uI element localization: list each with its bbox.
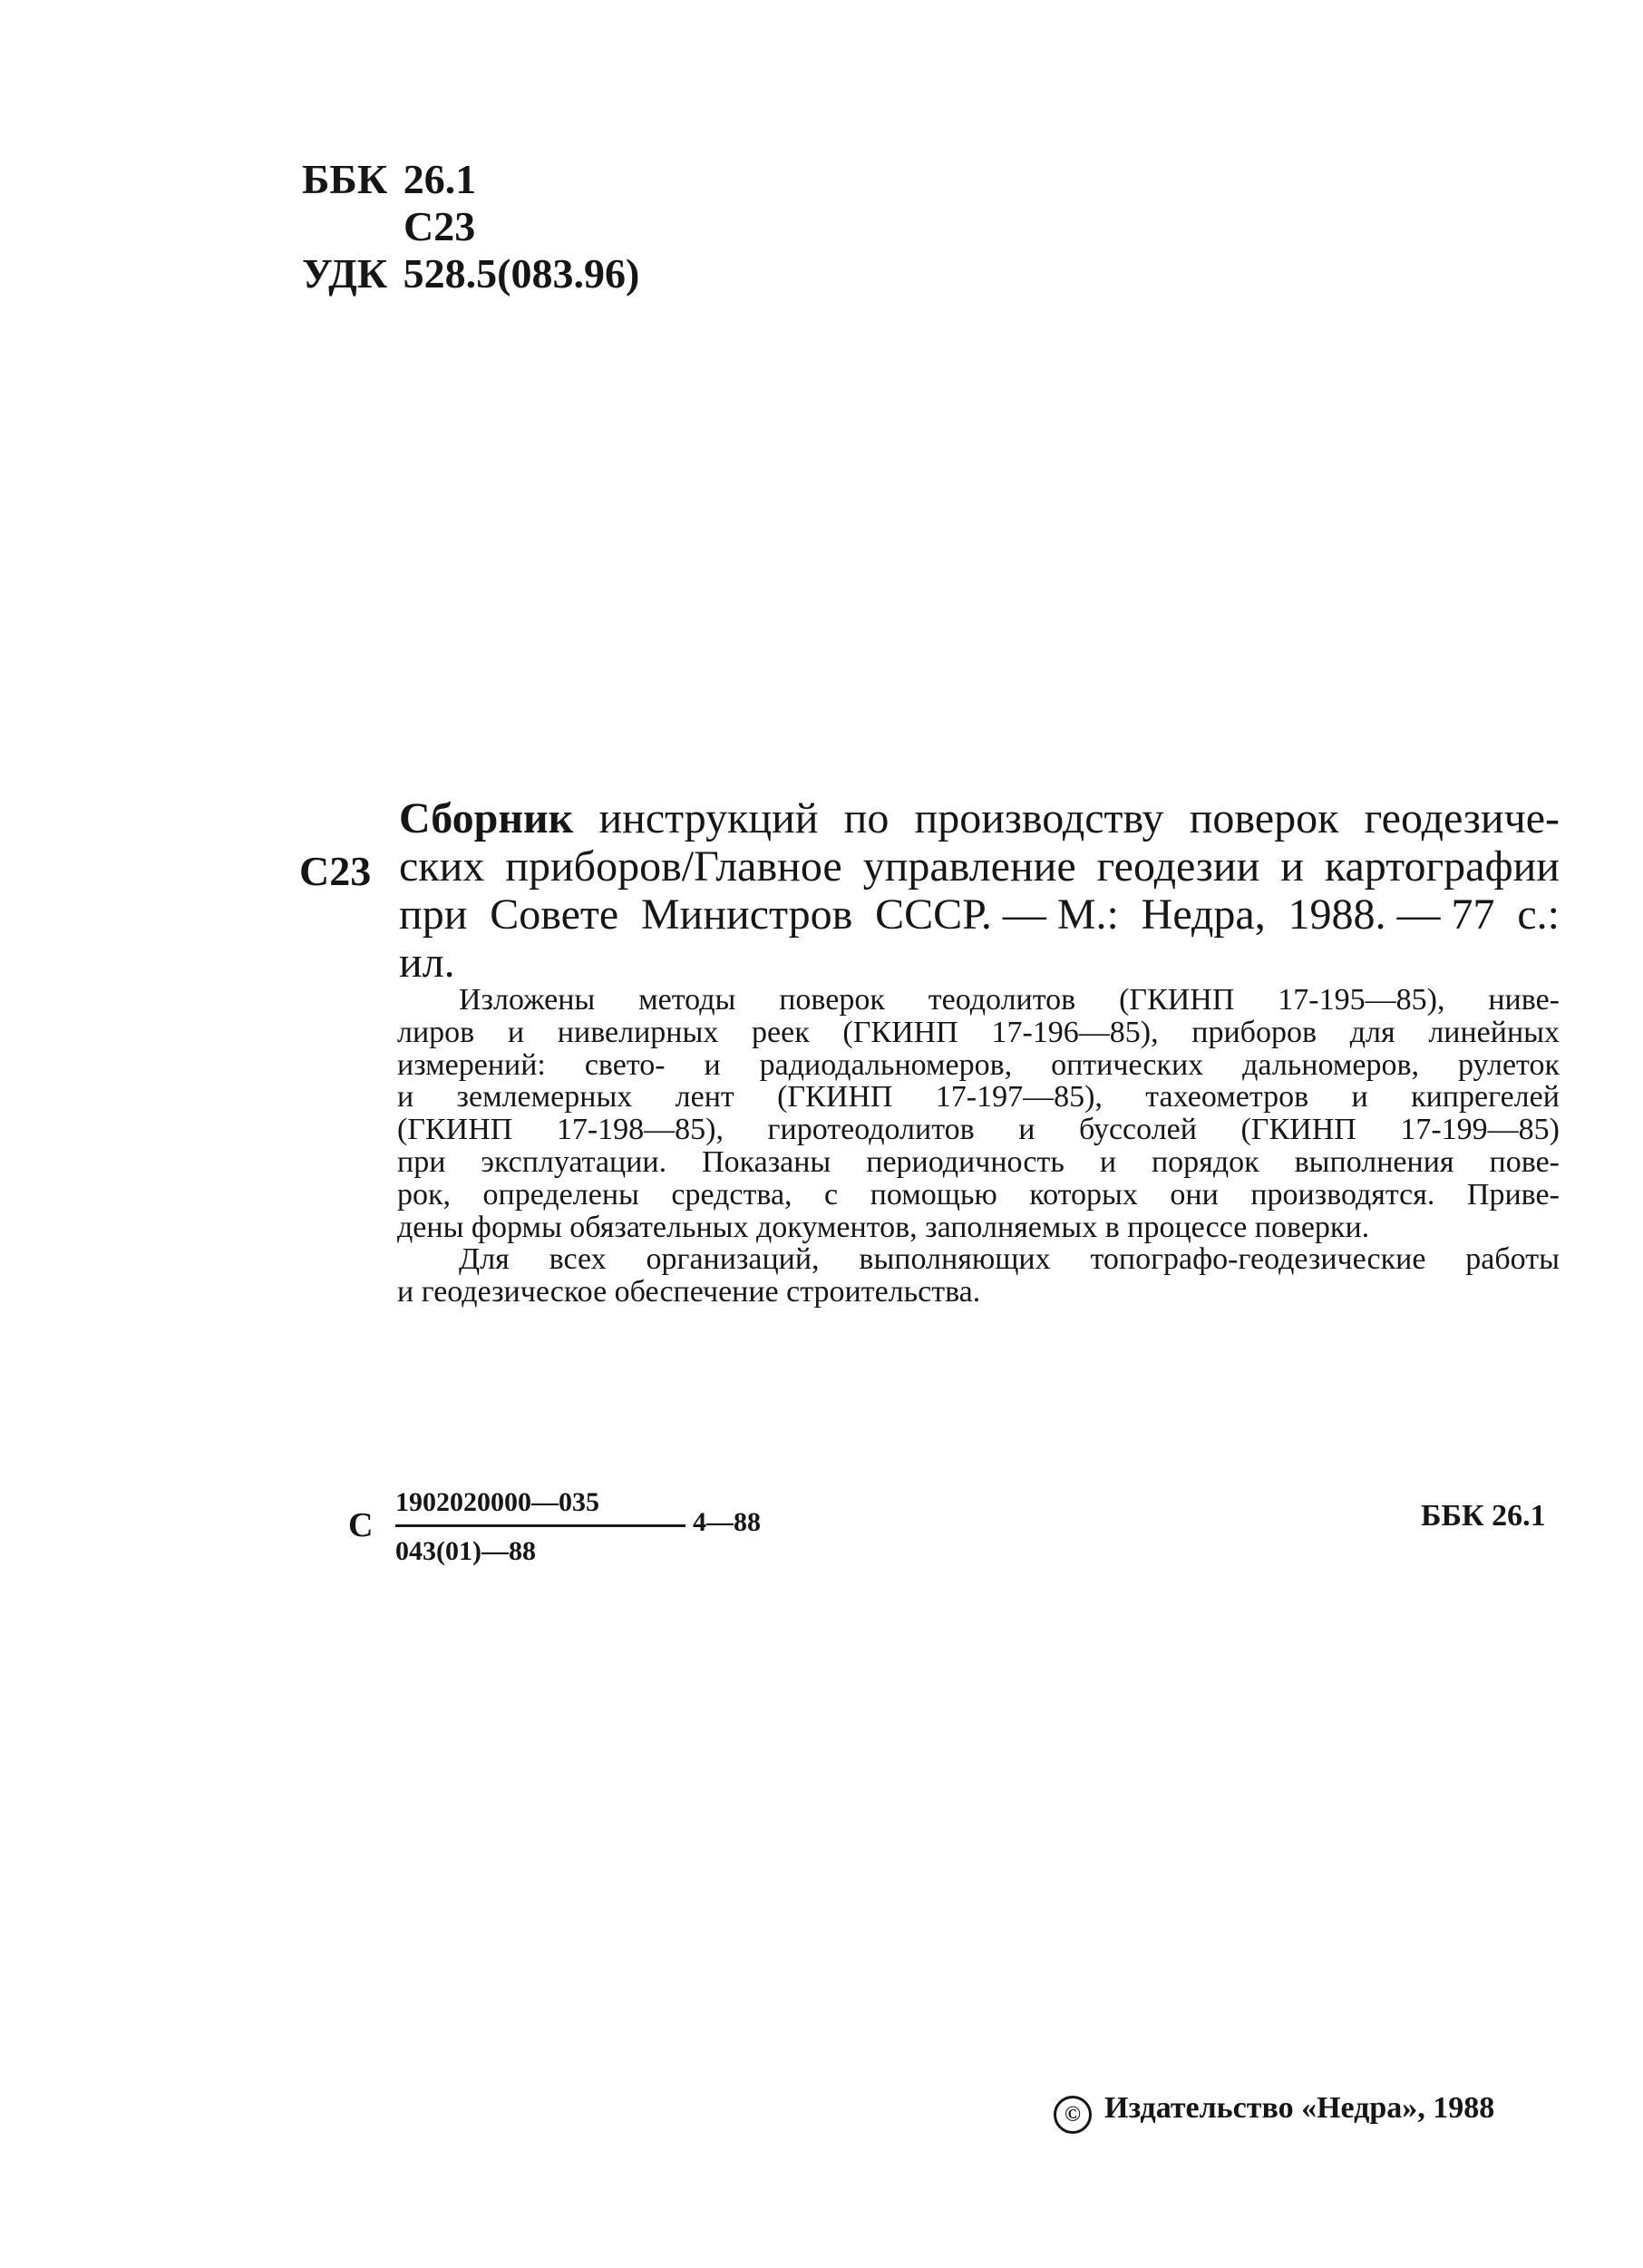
abstract-word: (ГКИНП <box>777 1080 893 1115</box>
copyright-line <box>1054 2091 1494 2134</box>
abstract-word: гиротеодолитов <box>767 1113 975 1147</box>
abstract-word: топографо-геодезические <box>1090 1242 1426 1277</box>
abstract-word: землемерных <box>456 1080 633 1115</box>
card-line <box>399 842 1560 891</box>
card-word: ил. <box>399 939 455 987</box>
abstract-word: 17-196—85), <box>991 1015 1159 1049</box>
abstract-word: рулеток <box>1457 1047 1560 1082</box>
card-word: 1988. — 77 <box>1288 891 1495 939</box>
abstract-line <box>397 1212 1560 1244</box>
card-author-mark: С23 <box>299 848 372 894</box>
card-line <box>399 939 1560 987</box>
abstract-word: и <box>397 1080 414 1115</box>
card-word: с.: <box>1517 891 1560 939</box>
abstract-word: тахеометров <box>1145 1080 1309 1115</box>
abstract-word: свето- <box>584 1047 666 1082</box>
bbk-label: ББК <box>302 156 388 202</box>
abstract-line <box>397 1243 1560 1276</box>
author-mark: С23 <box>403 203 476 249</box>
card-word: Совете <box>490 891 619 939</box>
card-word: картографии <box>1324 842 1560 891</box>
abstract-word: Изложены <box>459 983 596 1017</box>
abstract-word: определены <box>482 1177 639 1212</box>
abstract-line <box>397 1049 1560 1082</box>
abstract-word: Показаны <box>702 1144 831 1179</box>
card-line <box>399 891 1560 939</box>
card-word: СССР. — М.: <box>875 891 1119 939</box>
abstract-word: поверок <box>779 983 885 1017</box>
abstract-word: реек <box>752 1015 810 1049</box>
abstract-word: которых <box>1029 1177 1138 1212</box>
abstract-word: и <box>1018 1113 1035 1147</box>
abstract-line <box>397 984 1560 1017</box>
card-word: Министров <box>640 891 853 939</box>
abstract-line <box>397 1276 1560 1309</box>
abstract-word: они <box>1170 1177 1219 1212</box>
abstract-word: измерений: <box>397 1047 546 1082</box>
abstract-word: для <box>1349 1015 1395 1049</box>
card-word: производству <box>914 794 1164 842</box>
card-word: при <box>399 891 468 939</box>
abstract-word: периодичность <box>866 1144 1065 1179</box>
abstract-word: дальномеров, <box>1242 1047 1419 1082</box>
abstract-word: при <box>397 1144 446 1179</box>
card-line <box>399 794 1560 842</box>
abstract-word: с <box>824 1177 839 1212</box>
abstract-word: всех <box>549 1242 607 1277</box>
abstract-line <box>397 1017 1560 1049</box>
abstract-text: дены формы обязательных документов, заполняемых в процессе поверки. <box>397 1210 1370 1244</box>
abstract-word: лент <box>675 1080 734 1115</box>
fraction-bar <box>395 1524 685 1527</box>
bibliographic-description <box>399 794 1560 987</box>
abstract-word: (ГКИНП <box>1119 983 1235 1017</box>
abstract-word: 17-195—85), <box>1278 983 1445 1017</box>
abstract-word: буссолей <box>1078 1113 1197 1147</box>
abstract-word: ниве- <box>1488 983 1560 1017</box>
index-denominator: 043(01)—88 <box>395 1536 536 1566</box>
abstract-line <box>397 1114 1560 1146</box>
abstract-word: и <box>1099 1144 1117 1179</box>
bbk-line <box>302 156 639 203</box>
udk-label: УДК <box>302 250 388 297</box>
card-word: приборов/Главное <box>505 842 842 891</box>
abstract-word: порядок <box>1151 1144 1259 1179</box>
card-word: и <box>1280 842 1304 891</box>
abstract-word: (ГКИНП <box>1240 1113 1356 1147</box>
abstract-word: (ГКИНП <box>397 1113 513 1147</box>
abstract <box>397 984 1560 1309</box>
card-word: геодезиче- <box>1364 794 1560 842</box>
abstract-word: теодолитов <box>928 983 1076 1017</box>
abstract-word: рок, <box>397 1177 452 1212</box>
abstract-word: лиров <box>397 1015 475 1049</box>
bbk-code-footer: ББК 26.1 <box>1421 1499 1546 1533</box>
abstract-line <box>397 1146 1560 1179</box>
abstract-word: радиодальномеров, <box>759 1047 1013 1082</box>
abstract-word: Для <box>459 1242 510 1277</box>
copyright-text: Издательство «Недра», 1988 <box>1104 2091 1495 2125</box>
bbk-code: 26.1 <box>403 156 477 202</box>
abstract-word: методы <box>638 983 736 1017</box>
abstract-line <box>397 1081 1560 1114</box>
abstract-word: работы <box>1465 1242 1560 1277</box>
abstract-word: помощью <box>870 1177 997 1212</box>
abstract-word: 17-199—85) <box>1400 1113 1560 1147</box>
abstract-word: и <box>1351 1080 1368 1115</box>
abstract-word: выполнения <box>1294 1144 1454 1179</box>
abstract-word: средства, <box>671 1177 792 1212</box>
abstract-word: Приве- <box>1466 1177 1560 1212</box>
abstract-word: и <box>704 1047 721 1082</box>
abstract-word: 17-198—85), <box>556 1113 724 1147</box>
index-numerator: 1902020000—035 <box>395 1487 599 1517</box>
card-word: ских <box>399 842 485 891</box>
abstract-word: пове- <box>1489 1144 1560 1179</box>
udk-line <box>302 250 639 297</box>
card-word: Недра, <box>1141 891 1266 939</box>
index-suffix: 4—88 <box>693 1507 761 1537</box>
abstract-word: (ГКИНП <box>842 1015 958 1049</box>
abstract-word: выполняющих <box>859 1242 1051 1277</box>
abstract-word: 17-197—85), <box>935 1080 1103 1115</box>
abstract-word: кипрегелей <box>1411 1080 1560 1115</box>
abstract-word: организаций, <box>646 1242 820 1277</box>
card-word: поверок <box>1189 794 1339 842</box>
abstract-word: нивелирных <box>557 1015 719 1049</box>
card-word: управление <box>862 842 1076 891</box>
abstract-text: и геодезическое обеспечение строительства. <box>397 1275 981 1309</box>
abstract-line <box>397 1179 1560 1212</box>
abstract-word: и <box>507 1015 525 1049</box>
index-letter: С <box>348 1506 374 1544</box>
card-word: инструкций <box>598 794 819 842</box>
copyright-symbol: © <box>1054 2096 1092 2134</box>
abstract-word: линейных <box>1428 1015 1560 1049</box>
udk-code: 528.5(083.96) <box>403 250 640 297</box>
card-word: геодезии <box>1096 842 1260 891</box>
abstract-word: приборов <box>1191 1015 1317 1049</box>
abstract-word: оптических <box>1051 1047 1204 1082</box>
classification-block <box>302 156 639 297</box>
card-word: по <box>843 794 890 842</box>
card-title-bold: Сборник <box>399 794 574 842</box>
abstract-word: эксплуатации. <box>481 1144 667 1179</box>
abstract-word: производятся. <box>1250 1177 1435 1212</box>
